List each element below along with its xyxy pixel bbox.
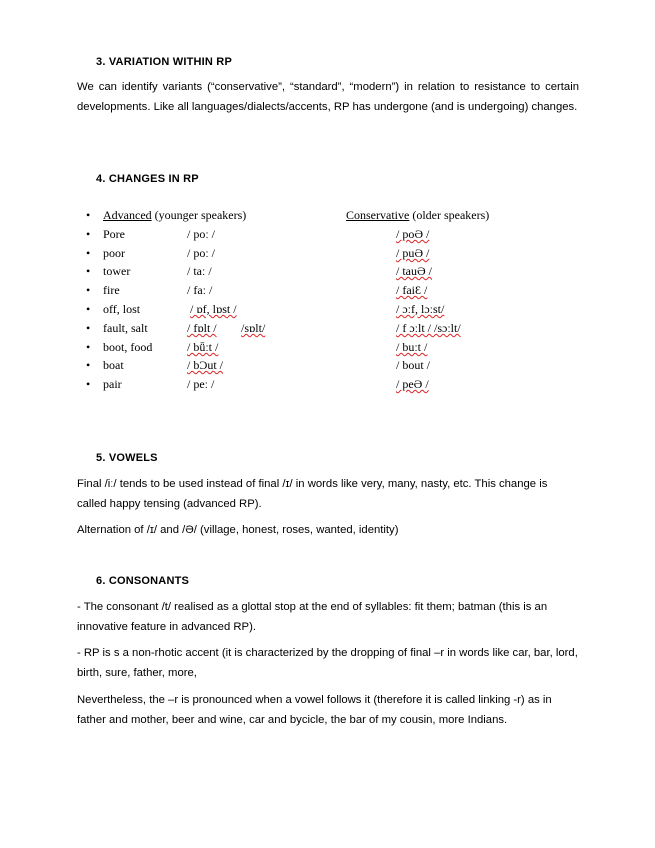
- bullet: •: [86, 283, 91, 297]
- conservative-transcription: / f ɔːlt / /sɔːlt/: [396, 321, 461, 335]
- bullet: •: [86, 321, 91, 335]
- word: Pore: [103, 227, 125, 241]
- section-3-paragraph: We can identify variants (“conservative”, “standard”, “modern”) in relation to resistance to certain developments. Like all languages/dialects/accents, RP has undergone (and is undergoing) changes.: [77, 81, 579, 113]
- conservative-transcription: / peƏ /: [396, 377, 429, 391]
- conservative-transcription: / poƏ /: [396, 227, 430, 241]
- conservative-transcription: / ɔːf, lɔːst/: [396, 302, 445, 316]
- table-row: [86, 264, 566, 282]
- conservative-transcription: / buːt /: [396, 340, 428, 354]
- advanced-transcription-alt: /sɒlt/: [241, 321, 266, 335]
- word: tower: [103, 264, 131, 278]
- table-row: [86, 283, 566, 301]
- advanced-transcription: / ɒf, lɒst /: [190, 302, 237, 316]
- advanced-transcription: / fɒlt /: [187, 321, 217, 335]
- conservative-transcription: / bout /: [396, 358, 431, 372]
- table-row: [86, 227, 566, 245]
- bullet: •: [86, 358, 91, 372]
- changes-table-header: [86, 208, 566, 226]
- conservative-note: (older speakers): [409, 208, 490, 222]
- section-6-paragraph-1: - The consonant /t/ realised as a glottal stop at the end of syllables: fit them; batman (this is an innovative feature in advanced RP).: [77, 601, 548, 633]
- table-row: [86, 358, 566, 376]
- bullet: •: [86, 302, 91, 316]
- word: fire: [103, 283, 120, 297]
- section-5-paragraph-2: Alternation of /ɪ/ and /Ə/ (village, honest, roses, wanted, identity): [77, 524, 399, 536]
- word: off, lost: [103, 302, 141, 316]
- word: boot, food: [103, 340, 153, 354]
- word: fault, salt: [103, 321, 148, 335]
- conservative-transcription: / puƏ /: [396, 246, 430, 260]
- table-row: [86, 340, 566, 358]
- section-6-paragraph-3: Nevertheless, the –r is pronounced when a vowel follows it (therefore it is called linking -r) as in father and mother, beer and wine, car and bycicle, the bar of my cousin, more Indians.: [77, 694, 552, 726]
- section-6-paragraph-2: - RP is s a non-rhotic accent (it is characterized by the dropping of final –r in words like car, bar, lord, birth, sure, father, more,: [77, 647, 578, 679]
- section-5-heading: 5. VOWELS: [96, 452, 158, 464]
- advanced-transcription: / faː /: [187, 283, 213, 297]
- section-3-heading: 3. VARIATION WITHIN RP: [96, 56, 232, 68]
- table-row: [86, 246, 566, 264]
- conservative-transcription: / faiƐ /: [396, 283, 428, 297]
- bullet: •: [86, 264, 91, 278]
- bullet: •: [86, 340, 91, 354]
- advanced-transcription: / poː /: [187, 246, 216, 260]
- advanced-transcription: / poː /: [187, 227, 216, 241]
- advanced-transcription: / peː /: [187, 377, 215, 391]
- bullet: •: [86, 377, 91, 391]
- table-row: [86, 302, 566, 320]
- bullet: •: [86, 208, 91, 222]
- advanced-note: (younger speakers): [151, 208, 247, 222]
- section-5-paragraph-1: Final /iː/ tends to be used instead of final /ɪ/ in words like very, many, nasty, etc. This change is called happy tensing (advanced RP).: [77, 478, 548, 510]
- table-row: [86, 321, 566, 339]
- conservative-label: Conservative: [346, 208, 410, 222]
- advanced-transcription: / bƆut /: [187, 358, 224, 372]
- section-6-heading: 6. CONSONANTS: [96, 575, 190, 587]
- bullet: •: [86, 227, 91, 241]
- advanced-transcription: / taː /: [187, 264, 212, 278]
- advanced-label: Advanced: [103, 208, 152, 222]
- word: poor: [103, 246, 125, 260]
- section-4-heading: 4. CHANGES IN RP: [96, 173, 199, 185]
- word: boat: [103, 358, 124, 372]
- conservative-transcription: / tauƏ /: [396, 264, 432, 278]
- bullet: •: [86, 246, 91, 260]
- table-row: [86, 377, 566, 395]
- advanced-transcription: / bǖːt /: [187, 340, 219, 354]
- word: pair: [103, 377, 122, 391]
